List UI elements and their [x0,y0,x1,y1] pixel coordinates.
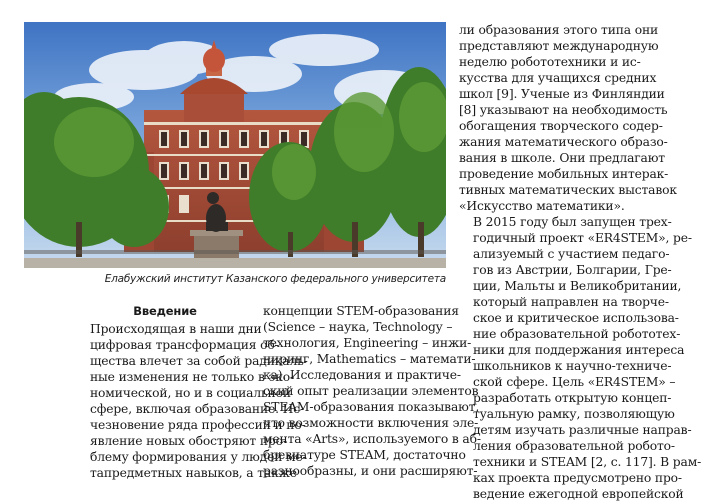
text-line: ли образования этого типа они [459,23,659,37]
text-line: который направлен на творче- [473,295,669,309]
text-line: ализуемый с участием педаго- [473,247,670,261]
text-line: ках проекта предусмотрено про- [473,471,682,485]
text-line: вания в школе. Они предлагают [459,151,665,165]
text-line: ской сфере. Цель «ER4STEM» – [473,375,676,389]
text-line: что возможности включения эле- [263,416,479,430]
text-column-1 [76,303,308,481]
text-line: концепции STEM-образования [263,304,459,318]
paragraph-er4stem [459,214,702,502]
text-line: неделю робототехники и ис- [459,55,641,69]
text-line: бревиатуре STEAM, достаточно [263,448,466,462]
text-line: [8] указывают на необходимость [459,103,668,117]
text-line: явление новых обостряют про- [90,434,287,448]
text-line: Происходящая в наши дни [90,322,262,336]
text-line: ка). Исследования и практиче- [263,368,461,382]
text-line: детям изучать различные направ- [473,423,692,437]
text-line: жания математического образо- [459,135,668,149]
paragraph-finland [459,22,677,214]
text-line: блему формирования у людей ме- [90,450,307,464]
text-line: ние образовательной робототех- [473,327,681,341]
text-line: техники и STEAM [2, с. 117]. В рам- [473,455,702,469]
text-line: ский опыт реализации элементов [263,384,479,398]
text-line: чезновение ряда профессий и по- [90,418,306,432]
text-line: разнообразны, и они расширяют- [263,464,478,478]
text-line: кусства для учащихся средних [459,71,657,85]
text-line: (Science – наука, Technology – [263,320,453,334]
text-line: технология, Engineering – инжи- [263,336,472,350]
text-line: тапредметных навыков, а также [90,466,297,480]
text-line: цифровая трансформация об- [90,338,279,352]
text-line: школьников к научно-техниче- [473,359,672,373]
text-line: ции, Мальты и Великобритании, [473,279,682,293]
section-heading: Введение [133,304,197,318]
text-line: представляют международную [459,39,659,53]
paragraph-intro [76,321,308,481]
text-line: номической, но и в социальной [90,386,291,400]
text-line: сфере, включая образование. Ис- [90,402,304,416]
text-line: обогащения творческого содер- [459,119,663,133]
text-line: туальную рамку, позволяющую [473,407,675,421]
text-line: разработать открытую концеп- [473,391,672,405]
text-line: годичный проект «ER4STEM», ре- [473,231,692,245]
text-line: «Искусство математики». [459,199,625,213]
text-line: проведение мобильных интерак- [459,167,669,181]
text-line: ведение ежегодной европейской [473,487,684,501]
text-column-3 [459,22,702,502]
text-line: ское и критическое использова- [473,311,679,325]
text-line: тивных математических выставок [459,183,677,197]
paragraph-stem [263,303,481,479]
text-line: щества влечет за собой радикаль- [90,354,308,368]
institute-photo-drawing [24,22,446,268]
text-line: ниринг, Mathematics – математи- [263,352,476,366]
text-line: В 2015 году был запущен трех- [473,215,672,229]
text-line: ления образовательной робото- [473,439,675,453]
text-column-2 [263,303,481,479]
photo-caption: Елабужский институт Казанского федерального университета [104,273,446,285]
text-line: ные изменения не только в эко- [90,370,295,384]
text-line: школ [9]. Ученые из Финляндии [459,87,665,101]
text-line: мента «Arts», используемого в аб- [263,432,481,446]
text-line: гов из Австрии, Болгарии, Гре- [473,263,672,277]
institute-photo [24,22,446,268]
text-line: ники для поддержания интереса [473,343,685,357]
text-line: STEAM-образования показывают, [263,400,480,414]
